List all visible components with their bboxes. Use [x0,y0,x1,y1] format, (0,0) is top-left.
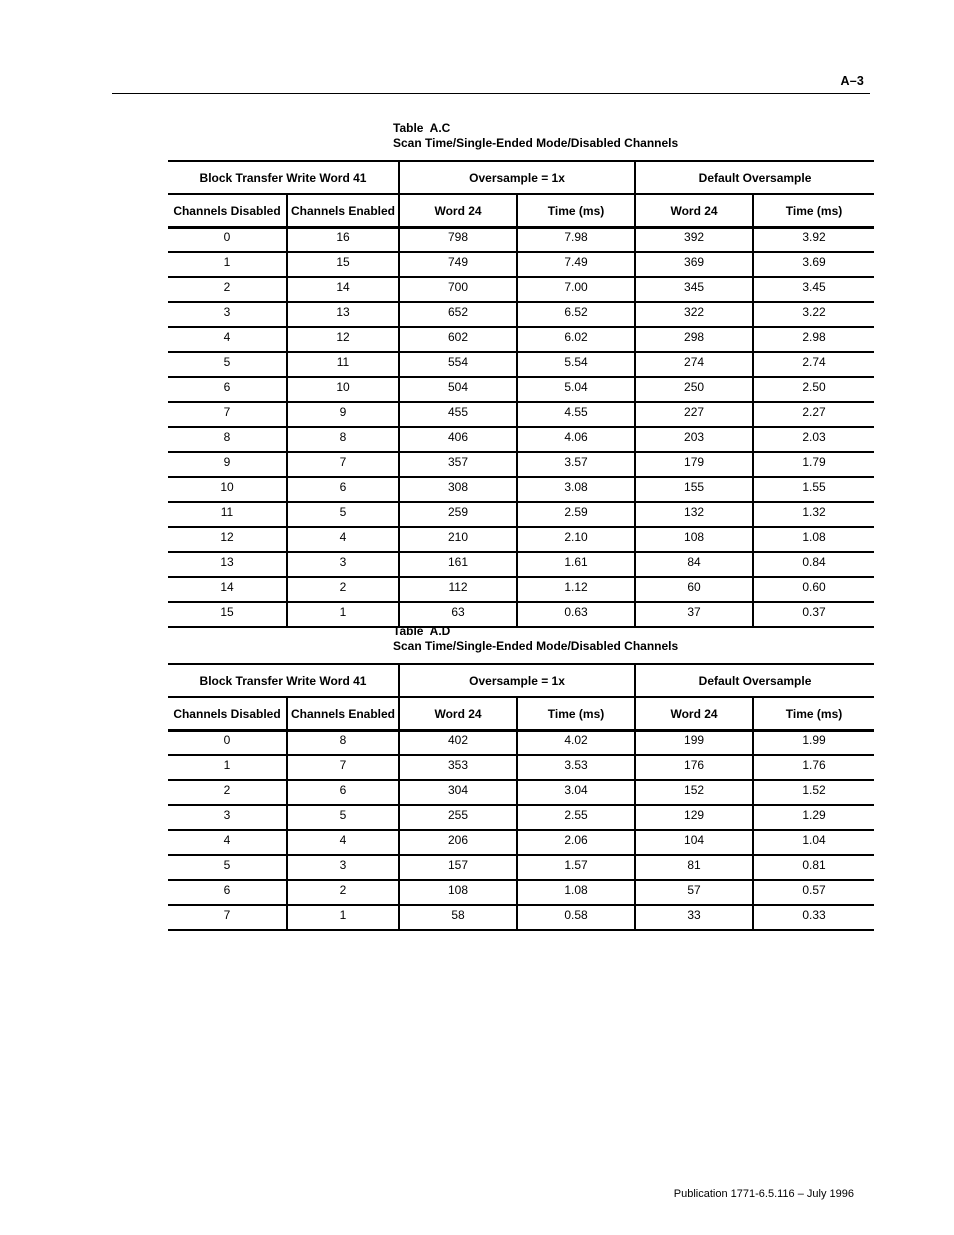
table-cell: 4 [168,327,287,352]
table-cell: 554 [399,352,517,377]
column-header: Word 24 [635,194,753,228]
table-cell: 6.52 [517,302,635,327]
table-cell: 1.29 [753,805,874,830]
table-row [168,552,874,577]
table-cell: 5 [287,805,399,830]
table-cell: 7.98 [517,228,635,253]
table-cell: 16 [287,228,399,253]
table-row [168,477,874,502]
table-cell: 3.22 [753,302,874,327]
table-cell: 700 [399,277,517,302]
table-cell: 7 [287,452,399,477]
table-cell: 1.55 [753,477,874,502]
table-cell: 2.03 [753,427,874,452]
table-cell: 4 [168,830,287,855]
table-row [168,880,874,905]
table-cell: 108 [635,527,753,552]
page-number: A–3 [840,74,864,88]
table-cell: 12 [287,327,399,352]
table-row [168,830,874,855]
table-cell: 504 [399,377,517,402]
table-row [168,502,874,527]
table-cell: 58 [399,905,517,930]
column-header: Channels Enabled [287,194,399,228]
table-cell: 5.04 [517,377,635,402]
table-cell: 2 [287,577,399,602]
table-cell: 4.02 [517,731,635,756]
column-header-row [168,697,874,731]
table-row [168,452,874,477]
table-cell: 1.99 [753,731,874,756]
table-cell: 0 [168,731,287,756]
scan-time-table [168,160,874,628]
table-row [168,327,874,352]
table-row [168,527,874,552]
table-row [168,302,874,327]
table-label: Table A.C [393,121,451,135]
group-header: Block Transfer Write Word 41 [168,161,399,194]
table-cell: 63 [399,602,517,627]
table-cell: 0.81 [753,855,874,880]
table-cell: 1.61 [517,552,635,577]
group-header: Block Transfer Write Word 41 [168,664,399,697]
table-cell: 155 [635,477,753,502]
table-row [168,402,874,427]
table-cell: 132 [635,502,753,527]
table-cell: 112 [399,577,517,602]
table-cell: 455 [399,402,517,427]
table-cell: 274 [635,352,753,377]
table-cell: 1.52 [753,780,874,805]
table-cell: 60 [635,577,753,602]
table-cell: 104 [635,830,753,855]
table-cell: 3.08 [517,477,635,502]
table-cell: 7.49 [517,252,635,277]
table-cell: 14 [168,577,287,602]
table-cell: 0.63 [517,602,635,627]
table-cell: 250 [635,377,753,402]
table-row [168,377,874,402]
table-row [168,905,874,930]
column-header: Channels Disabled [168,194,287,228]
table-cell: 0.37 [753,602,874,627]
table-cell: 15 [168,602,287,627]
table-cell: 0 [168,228,287,253]
table-row [168,805,874,830]
table-cell: 2 [287,880,399,905]
table-cell: 2.50 [753,377,874,402]
table-cell: 602 [399,327,517,352]
table-cell: 14 [287,277,399,302]
table-cell: 108 [399,880,517,905]
table-cell: 9 [287,402,399,427]
table-cell: 7 [287,755,399,780]
table-cell: 206 [399,830,517,855]
table-cell: 179 [635,452,753,477]
table-cell: 2.74 [753,352,874,377]
table-cell: 304 [399,780,517,805]
table-cell: 0.60 [753,577,874,602]
table-cell: 129 [635,805,753,830]
table-cell: 5 [287,502,399,527]
table-cell: 2.27 [753,402,874,427]
table-cell: 0.58 [517,905,635,930]
table-cell: 12 [168,527,287,552]
column-header: Time (ms) [753,194,874,228]
table-cell: 3 [168,805,287,830]
table-row [168,855,874,880]
column-header: Channels Disabled [168,697,287,731]
table-cell: 9 [168,452,287,477]
table-cell: 11 [168,502,287,527]
table-cell: 652 [399,302,517,327]
table-body [168,731,874,931]
table-cell: 3.92 [753,228,874,253]
table-cell: 15 [287,252,399,277]
table-cell: 2.55 [517,805,635,830]
table-title: Scan Time/Single-Ended Mode/Disabled Channels [393,136,679,150]
table-cell: 2 [168,277,287,302]
table-cell: 0.84 [753,552,874,577]
column-header: Word 24 [635,697,753,731]
table-cell: 7.00 [517,277,635,302]
table-cell: 402 [399,731,517,756]
table-row [168,277,874,302]
table-cell: 210 [399,527,517,552]
table-cell: 10 [168,477,287,502]
table-cell: 81 [635,855,753,880]
table-cell: 8 [168,427,287,452]
column-header: Time (ms) [753,697,874,731]
table-cell: 308 [399,477,517,502]
table-cell: 357 [399,452,517,477]
table-cell: 3.45 [753,277,874,302]
table-cell: 13 [287,302,399,327]
table-cell: 3.69 [753,252,874,277]
table-row [168,755,874,780]
table-row [168,352,874,377]
table-cell: 1.79 [753,452,874,477]
column-header: Word 24 [399,194,517,228]
table-cell: 4.06 [517,427,635,452]
table-cell: 0.57 [753,880,874,905]
table-row [168,577,874,602]
table-cell: 4 [287,830,399,855]
table-cell: 2.06 [517,830,635,855]
table-caption [393,624,678,654]
table-cell: 798 [399,228,517,253]
table-cell: 6 [287,477,399,502]
table-cell: 8 [287,427,399,452]
table-cell: 6 [287,780,399,805]
table-cell: 345 [635,277,753,302]
table-cell: 13 [168,552,287,577]
table-cell: 322 [635,302,753,327]
group-header: Oversample = 1x [399,664,635,697]
table-row [168,427,874,452]
table-row [168,252,874,277]
table-cell: 298 [635,327,753,352]
table-cell: 1 [168,755,287,780]
table-cell: 749 [399,252,517,277]
table-cell: 406 [399,427,517,452]
table-row [168,228,874,253]
group-header: Oversample = 1x [399,161,635,194]
table-cell: 1.08 [753,527,874,552]
table-cell: 255 [399,805,517,830]
table-cell: 84 [635,552,753,577]
table-caption [393,121,678,151]
table-cell: 1.04 [753,830,874,855]
table-cell: 33 [635,905,753,930]
table-cell: 1.08 [517,880,635,905]
table-body [168,228,874,628]
table-cell: 1 [287,602,399,627]
group-header: Default Oversample [635,161,874,194]
table-cell: 3.04 [517,780,635,805]
table-cell: 11 [287,352,399,377]
table-cell: 176 [635,755,753,780]
header-rule [112,93,870,94]
table-cell: 353 [399,755,517,780]
table-cell: 157 [399,855,517,880]
publication-footer: Publication 1771-6.5.116 – July 1996 [673,1188,854,1200]
table-cell: 3 [168,302,287,327]
table-cell: 2.98 [753,327,874,352]
table-cell: 6 [168,377,287,402]
table-cell: 199 [635,731,753,756]
table-cell: 1.32 [753,502,874,527]
table-cell: 161 [399,552,517,577]
table-row [168,731,874,756]
table-title: Scan Time/Single-Ended Mode/Disabled Channels [393,639,679,653]
table-cell: 4 [287,527,399,552]
table-cell: 5.54 [517,352,635,377]
table-cell: 2.59 [517,502,635,527]
table-cell: 1.57 [517,855,635,880]
table-cell: 3 [287,552,399,577]
table-cell: 37 [635,602,753,627]
table-cell: 3.53 [517,755,635,780]
group-header-row [168,161,874,194]
table-cell: 4.55 [517,402,635,427]
column-header: Time (ms) [517,697,635,731]
table-cell: 2.10 [517,527,635,552]
column-header: Channels Enabled [287,697,399,731]
table-cell: 57 [635,880,753,905]
table-cell: 7 [168,402,287,427]
scan-time-table [168,663,874,931]
table-cell: 2 [168,780,287,805]
column-header-row [168,194,874,228]
table-cell: 3 [287,855,399,880]
table-cell: 5 [168,855,287,880]
table-cell: 1 [168,252,287,277]
table-cell: 6.02 [517,327,635,352]
table-label: Table A.D [393,624,451,638]
table-cell: 3.57 [517,452,635,477]
table-cell: 369 [635,252,753,277]
table-cell: 227 [635,402,753,427]
column-header: Word 24 [399,697,517,731]
table-cell: 152 [635,780,753,805]
table-cell: 1.12 [517,577,635,602]
group-header-row [168,664,874,697]
table-cell: 1.76 [753,755,874,780]
table-cell: 10 [287,377,399,402]
table-cell: 5 [168,352,287,377]
table-cell: 6 [168,880,287,905]
column-header: Time (ms) [517,194,635,228]
table-row [168,780,874,805]
table-cell: 392 [635,228,753,253]
table-cell: 0.33 [753,905,874,930]
table-cell: 8 [287,731,399,756]
table-cell: 7 [168,905,287,930]
group-header: Default Oversample [635,664,874,697]
table-cell: 203 [635,427,753,452]
table-cell: 259 [399,502,517,527]
table-cell: 1 [287,905,399,930]
